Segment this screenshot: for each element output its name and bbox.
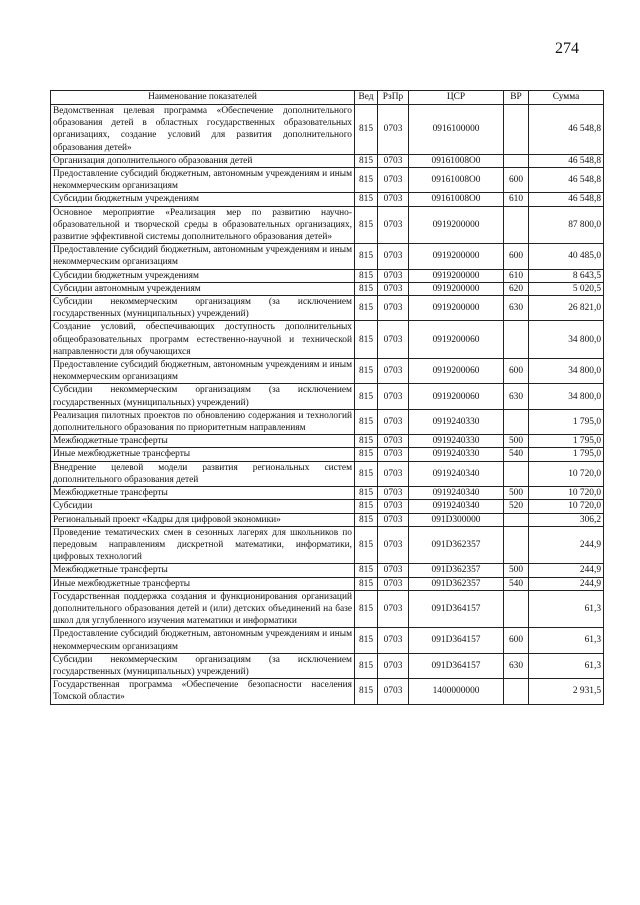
row-name: Субсидии автономным учреждениям	[51, 282, 355, 295]
row-ved: 815	[355, 461, 378, 486]
row-ved: 815	[355, 282, 378, 295]
row-csr: 0919240330	[409, 409, 504, 434]
row-ved: 815	[355, 269, 378, 282]
row-ved: 815	[355, 409, 378, 434]
row-csr: 09161008О0	[409, 193, 504, 206]
row-sum: 46 548,8	[529, 168, 604, 193]
row-ved: 815	[355, 384, 378, 409]
row-name: Межбюджетные трансферты	[51, 487, 355, 500]
row-ved: 815	[355, 679, 378, 704]
row-sum: 34 800,0	[529, 359, 604, 384]
row-ved: 815	[355, 359, 378, 384]
row-name: Субсидии бюджетным учреждениям	[51, 193, 355, 206]
row-ved: 815	[355, 500, 378, 513]
row-rzpr: 0703	[378, 500, 409, 513]
row-sum: 61,3	[529, 628, 604, 653]
row-name: Субсидии некоммерческим организациям (за исключением государственных (муниципальных) учреждений)	[51, 653, 355, 678]
row-rzpr: 0703	[378, 321, 409, 359]
row-name: Иные межбюджетные трансферты	[51, 577, 355, 590]
table-header-row	[51, 91, 604, 105]
row-ved: 815	[355, 564, 378, 577]
row-vr	[504, 461, 529, 486]
row-rzpr: 0703	[378, 461, 409, 486]
row-vr	[504, 105, 529, 155]
row-csr: 0919200000	[409, 282, 504, 295]
table-row	[51, 513, 604, 526]
row-csr: 0919200060	[409, 384, 504, 409]
row-rzpr: 0703	[378, 269, 409, 282]
table-row	[51, 105, 604, 155]
table-row	[51, 653, 604, 678]
row-csr: 1400000000	[409, 679, 504, 704]
row-csr: 091D364157	[409, 628, 504, 653]
header-vr: ВР	[504, 91, 529, 105]
table-row	[51, 435, 604, 448]
row-name: Ведомственная целевая программа «Обеспечение дополнительного образования детей в областных государственных образовательных организациях, создание условий для развития дополнительного образования детей»	[51, 105, 355, 155]
row-ved: 815	[355, 653, 378, 678]
row-name: Проведение тематических смен в сезонных лагерях для школьников по передовым направлениям дискретной математики, информатики, цифровых технологий	[51, 526, 355, 564]
row-ved: 815	[355, 435, 378, 448]
row-sum: 8 643,5	[529, 269, 604, 282]
row-rzpr: 0703	[378, 526, 409, 564]
row-sum: 10 720,0	[529, 500, 604, 513]
row-sum: 46 548,8	[529, 105, 604, 155]
row-vr	[504, 321, 529, 359]
row-name: Создание условий, обеспечивающих доступность дополнительных общеобразовательных программ естественно-научной и технической направленности для обучающихся	[51, 321, 355, 359]
header-rzpr: РзПр	[378, 91, 409, 105]
table-row	[51, 461, 604, 486]
row-csr: 09161008О0	[409, 154, 504, 167]
row-vr: 520	[504, 500, 529, 513]
row-csr: 091D362357	[409, 564, 504, 577]
row-name: Предоставление субсидий бюджетным, автономным учреждениям и иным некоммерческим организациям	[51, 628, 355, 653]
table-row	[51, 244, 604, 269]
row-csr: 091D362357	[409, 526, 504, 564]
table-row	[51, 679, 604, 704]
row-ved: 815	[355, 590, 378, 628]
row-vr: 610	[504, 193, 529, 206]
table-row	[51, 359, 604, 384]
row-name: Государственная поддержка создания и функционирования организаций дополнительного образования детей и (или) детских объединений на базе школ для углубленного изучения математики и информатики	[51, 590, 355, 628]
row-ved: 815	[355, 193, 378, 206]
row-vr	[504, 513, 529, 526]
budget-table	[50, 90, 604, 705]
table-row	[51, 526, 604, 564]
row-name: Реализация пилотных проектов по обновлению содержания и технологий дополнительного образования по приоритетным направлениям	[51, 409, 355, 434]
header-sum: Сумма	[529, 91, 604, 105]
table-row	[51, 384, 604, 409]
row-rzpr: 0703	[378, 193, 409, 206]
row-csr: 0919240330	[409, 448, 504, 461]
row-name: Предоставление субсидий бюджетным, автономным учреждениям и иным некоммерческим организациям	[51, 168, 355, 193]
row-rzpr: 0703	[378, 296, 409, 321]
row-ved: 815	[355, 448, 378, 461]
row-rzpr: 0703	[378, 206, 409, 244]
row-name: Организация дополнительного образования детей	[51, 154, 355, 167]
row-sum: 34 800,0	[529, 384, 604, 409]
row-ved: 815	[355, 487, 378, 500]
row-vr	[504, 590, 529, 628]
row-sum: 61,3	[529, 590, 604, 628]
row-sum: 244,9	[529, 564, 604, 577]
table-row	[51, 628, 604, 653]
row-sum: 46 548,8	[529, 193, 604, 206]
row-sum: 10 720,0	[529, 461, 604, 486]
row-name: Субсидии некоммерческим организациям (за исключением государственных (муниципальных) учреждений)	[51, 384, 355, 409]
row-rzpr: 0703	[378, 564, 409, 577]
row-name: Межбюджетные трансферты	[51, 564, 355, 577]
row-rzpr: 0703	[378, 384, 409, 409]
row-name: Субсидии некоммерческим организациям (за исключением государственных (муниципальных) учреждений)	[51, 296, 355, 321]
row-vr: 610	[504, 269, 529, 282]
row-vr: 630	[504, 384, 529, 409]
table-row	[51, 154, 604, 167]
row-vr: 600	[504, 359, 529, 384]
page-number: 274	[555, 40, 579, 57]
row-sum: 244,9	[529, 526, 604, 564]
table-row	[51, 577, 604, 590]
table-row	[51, 282, 604, 295]
row-rzpr: 0703	[378, 168, 409, 193]
row-rzpr: 0703	[378, 487, 409, 500]
table-row	[51, 448, 604, 461]
row-name: Государственная программа «Обеспечение безопасности населения Томской области»	[51, 679, 355, 704]
row-rzpr: 0703	[378, 359, 409, 384]
row-name: Внедрение целевой модели развития региональных систем дополнительного образования детей	[51, 461, 355, 486]
row-sum: 1 795,0	[529, 448, 604, 461]
row-name: Субсидии	[51, 500, 355, 513]
table-row	[51, 193, 604, 206]
row-ved: 815	[355, 168, 378, 193]
row-name: Иные межбюджетные трансферты	[51, 448, 355, 461]
row-csr: 0919240330	[409, 435, 504, 448]
row-vr: 620	[504, 282, 529, 295]
row-vr: 600	[504, 168, 529, 193]
row-vr: 540	[504, 577, 529, 590]
row-csr: 0919200000	[409, 269, 504, 282]
table-row	[51, 487, 604, 500]
row-csr: 0919200000	[409, 206, 504, 244]
row-sum: 306,2	[529, 513, 604, 526]
row-name: Предоставление субсидий бюджетным, автономным учреждениям и иным некоммерческим организациям	[51, 244, 355, 269]
row-vr: 600	[504, 628, 529, 653]
row-sum: 244,9	[529, 577, 604, 590]
row-rzpr: 0703	[378, 679, 409, 704]
row-vr: 630	[504, 653, 529, 678]
row-ved: 815	[355, 105, 378, 155]
row-ved: 815	[355, 513, 378, 526]
row-name: Основное мероприятие «Реализация мер по развитию научно-образовательной и творческой среды в образовательных организациях, развитие эффективной системы дополнительного образования детей»	[51, 206, 355, 244]
row-rzpr: 0703	[378, 244, 409, 269]
table-row	[51, 500, 604, 513]
row-ved: 815	[355, 206, 378, 244]
row-sum: 61,3	[529, 653, 604, 678]
row-ved: 815	[355, 244, 378, 269]
row-sum: 1 795,0	[529, 435, 604, 448]
table-row	[51, 168, 604, 193]
row-rzpr: 0703	[378, 628, 409, 653]
row-vr	[504, 206, 529, 244]
row-sum: 5 020,5	[529, 282, 604, 295]
row-sum: 87 800,0	[529, 206, 604, 244]
row-ved: 815	[355, 321, 378, 359]
row-sum: 40 485,0	[529, 244, 604, 269]
row-rzpr: 0703	[378, 653, 409, 678]
row-sum: 10 720,0	[529, 487, 604, 500]
row-ved: 815	[355, 526, 378, 564]
row-csr: 091D300000	[409, 513, 504, 526]
row-vr	[504, 526, 529, 564]
row-vr: 540	[504, 448, 529, 461]
row-vr	[504, 154, 529, 167]
row-rzpr: 0703	[378, 435, 409, 448]
row-vr: 500	[504, 487, 529, 500]
row-csr: 09161008О0	[409, 168, 504, 193]
row-ved: 815	[355, 628, 378, 653]
row-csr: 091D364157	[409, 653, 504, 678]
row-csr: 091D364157	[409, 590, 504, 628]
row-csr: 0919200060	[409, 359, 504, 384]
header-name: Наименование показателей	[51, 91, 355, 105]
row-vr	[504, 679, 529, 704]
table-row	[51, 269, 604, 282]
table-row	[51, 409, 604, 434]
row-name: Региональный проект «Кадры для цифровой экономики»	[51, 513, 355, 526]
table-row	[51, 590, 604, 628]
row-ved: 815	[355, 296, 378, 321]
row-ved: 815	[355, 154, 378, 167]
row-csr: 0919240340	[409, 461, 504, 486]
row-csr: 091D362357	[409, 577, 504, 590]
table-row	[51, 564, 604, 577]
table-row	[51, 321, 604, 359]
row-name: Субсидии бюджетным учреждениям	[51, 269, 355, 282]
row-sum: 34 800,0	[529, 321, 604, 359]
row-sum: 2 931,5	[529, 679, 604, 704]
table-body	[51, 105, 604, 705]
row-rzpr: 0703	[378, 282, 409, 295]
row-sum: 46 548,8	[529, 154, 604, 167]
row-vr: 500	[504, 564, 529, 577]
row-vr: 600	[504, 244, 529, 269]
row-rzpr: 0703	[378, 105, 409, 155]
row-rzpr: 0703	[378, 448, 409, 461]
row-vr	[504, 409, 529, 434]
row-rzpr: 0703	[378, 590, 409, 628]
table-row	[51, 296, 604, 321]
row-csr: 0916100000	[409, 105, 504, 155]
row-csr: 0919200000	[409, 296, 504, 321]
header-csr: ЦСР	[409, 91, 504, 105]
row-vr: 500	[504, 435, 529, 448]
row-rzpr: 0703	[378, 577, 409, 590]
row-sum: 1 795,0	[529, 409, 604, 434]
row-rzpr: 0703	[378, 513, 409, 526]
row-csr: 0919200000	[409, 244, 504, 269]
row-rzpr: 0703	[378, 409, 409, 434]
row-name: Межбюджетные трансферты	[51, 435, 355, 448]
row-ved: 815	[355, 577, 378, 590]
row-csr: 0919200060	[409, 321, 504, 359]
header-ved: Вед	[355, 91, 378, 105]
table-row	[51, 206, 604, 244]
row-name: Предоставление субсидий бюджетным, автономным учреждениям и иным некоммерческим организациям	[51, 359, 355, 384]
row-rzpr: 0703	[378, 154, 409, 167]
row-sum: 26 821,0	[529, 296, 604, 321]
row-csr: 0919240340	[409, 487, 504, 500]
row-csr: 0919240340	[409, 500, 504, 513]
row-vr: 630	[504, 296, 529, 321]
